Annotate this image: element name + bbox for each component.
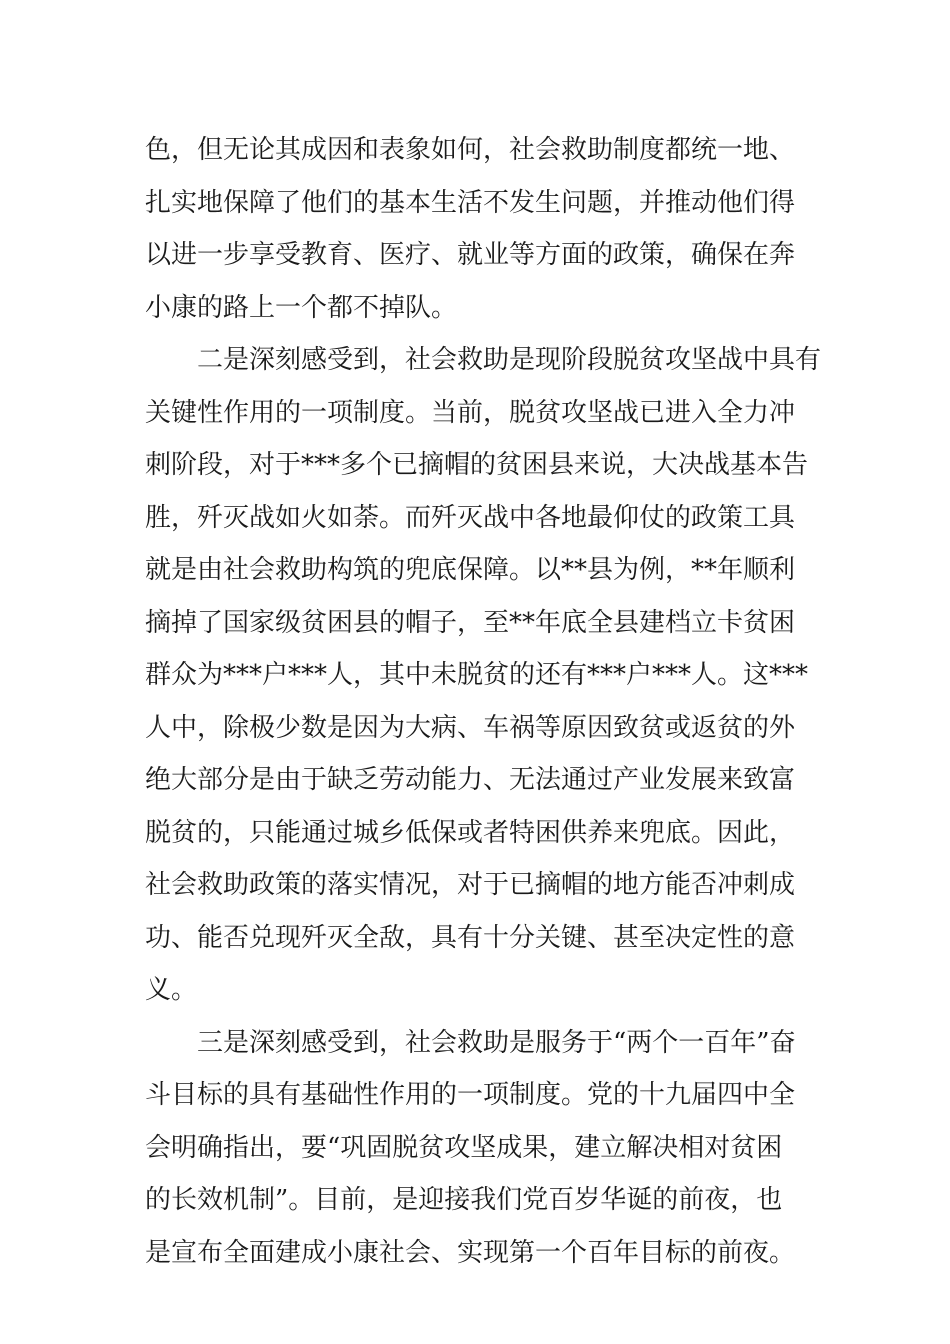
document-body — [145, 124, 822, 1279]
text-line: 绝大部分是由于缺乏劳动能力、无法通过产业发展来致富 — [145, 765, 796, 795]
text-line: 关键性作用的一项制度。当前，脱贫攻坚战已进入全力冲 — [145, 397, 796, 428]
text-line: 小康的路上一个都不掉队。 — [145, 292, 458, 323]
text-line: 色，但无论其成因和表象如何，社会救助制度都统一地、 — [145, 135, 796, 165]
text-line: 功、能否兑现歼灭全敌，具有十分关键、甚至决定性的意 — [145, 922, 796, 953]
text-line: 扎实地保障了他们的基本生活不发生问题，并推动他们得 — [145, 187, 796, 218]
text-line: 以进一步享受教育、医疗、就业等方面的政策，确保在奔 — [145, 240, 796, 270]
paragraph-3-start: 三是深刻感受到，社会救助是服务于“两个一百年”奋 — [145, 1027, 796, 1058]
text-line: 就是由社会救助构筑的兜底保障。以**县为例，**年顺利 — [145, 555, 796, 585]
text-line: 刺阶段，对于***多个已摘帽的贫困县来说，大决战基本告 — [145, 450, 809, 480]
text-line: 摘掉了国家级贫困县的帽子，至**年底全县建档立卡贫困 — [145, 607, 796, 638]
text-line: 人中，除极少数是因为大病、车祸等原因致贫或返贫的外 — [145, 712, 796, 743]
text-line: 的长效机制”。目前，是迎接我们党百岁华诞的前夜，也 — [145, 1185, 783, 1215]
text-line: 是宣布全面建成小康社会、实现第一个百年目标的前夜。 — [145, 1237, 796, 1268]
text-line: 胜，歼灭战如火如荼。而歼灭战中各地最仰仗的政策工具 — [145, 502, 796, 533]
text-line: 群众为***户***人，其中未脱贫的还有***户***人。这*** — [145, 660, 809, 690]
text-line: 脱贫的，只能通过城乡低保或者特困供养来兜底。因此， — [145, 817, 796, 848]
text-line: 社会救助政策的落实情况，对于已摘帽的地方能否冲刺成 — [145, 870, 796, 900]
text-line: 会明确指出，要“巩固脱贫攻坚成果，建立解决相对贫困 — [145, 1132, 783, 1163]
text-line: 斗目标的具有基础性作用的一项制度。党的十九届四中全 — [145, 1080, 796, 1110]
text-line: 义。 — [145, 975, 198, 1005]
paragraph-2-start: 二是深刻感受到，社会救助是现阶段脱贫攻坚战中具有 — [145, 345, 822, 375]
